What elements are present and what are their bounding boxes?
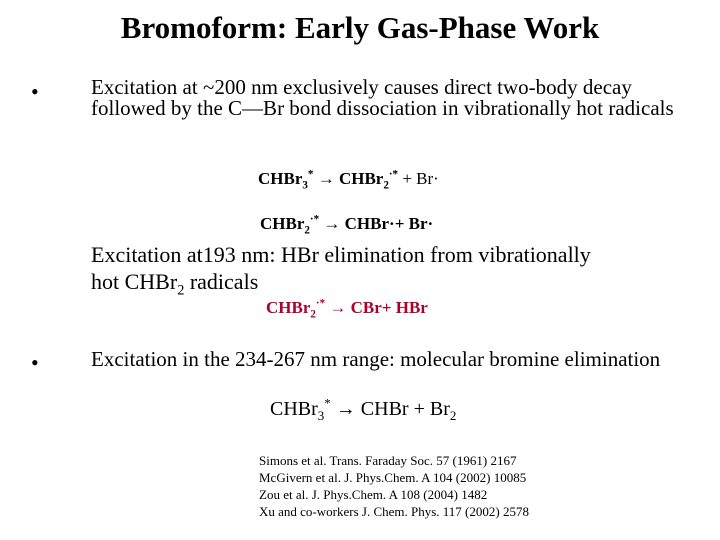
eq4-lhs-sub: 3 [317,408,325,423]
reference-item: Xu and co-workers J. Chem. Phys. 117 (2002) 2578 [259,504,529,519]
references [259,452,529,520]
paragraph-234nm: Excitation in the 234-267 nm range: molecular bromine elimination [91,347,661,371]
paragraph-193nm-sub: 2 [177,282,185,299]
equation-4 [270,395,457,423]
paragraph-193nm-end: radicals [184,269,259,294]
eq2-arrow: → [323,214,341,233]
eq1-arrow: → [317,169,335,188]
eq4-lhs: CHBr [270,398,318,420]
eq4-rest: CHBr + Br [355,398,450,420]
eq3-lhs-sub: 2 [310,308,316,321]
paragraph-193nm-hot: hot CHBr [91,269,178,294]
eq1-lhs: CHBr [258,169,303,188]
eq3-lhs-sup: ·* [315,297,326,310]
paragraph-193nm-line2 [91,268,681,299]
reference-item: Simons et al. Trans. Faraday Soc. 57 (1961) 2167 [259,453,517,468]
eq1-rhs1: CHBr [334,169,384,188]
paragraph-193nm [91,241,681,299]
reference-item: Zou et al. J. Phys.Chem. A 108 (2004) 1482 [259,487,488,502]
equation-2 [260,213,434,237]
equation-3 [266,297,428,321]
eq4-lhs-sup: * [324,395,331,411]
eq4-rest-sub: 2 [449,408,457,423]
eq4-arrow: → [335,398,356,420]
eq3-arrow: → [329,298,347,317]
paragraph-193nm-line1: Excitation at193 nm: HBr elimination from vibrationally [91,242,591,267]
eq1-lhs-sup: * [307,168,314,181]
paragraph-200nm: Excitation at ~200 nm exclusively causes direct two-body decay followed by the C—Br bond dissociation in vibrationally hot radicals [91,75,674,120]
eq2-rest: CHBr·+ Br· [340,214,434,233]
eq1-rest: + Br· [398,169,439,188]
eq3-rest: CBr+ HBr [346,298,428,317]
slide-title: Bromoform: Early Gas-Phase Work [120,10,600,45]
eq2-lhs: CHBr [260,214,305,233]
eq1-rhs1-sup: ·* [388,168,399,181]
eq1-lhs-sub: 3 [302,179,308,192]
eq2-lhs-sub: 2 [304,224,310,237]
bullet-marker: • [31,350,39,375]
eq1-rhs1-sub: 2 [383,179,389,192]
eq3-lhs: CHBr [266,298,311,317]
reference-item: McGivern et al. J. Phys.Chem. A 104 (2002) 10085 [259,470,527,485]
eq2-lhs-sup: ·* [309,213,320,226]
bullet-marker: • [31,79,39,104]
equation-1 [258,168,439,192]
